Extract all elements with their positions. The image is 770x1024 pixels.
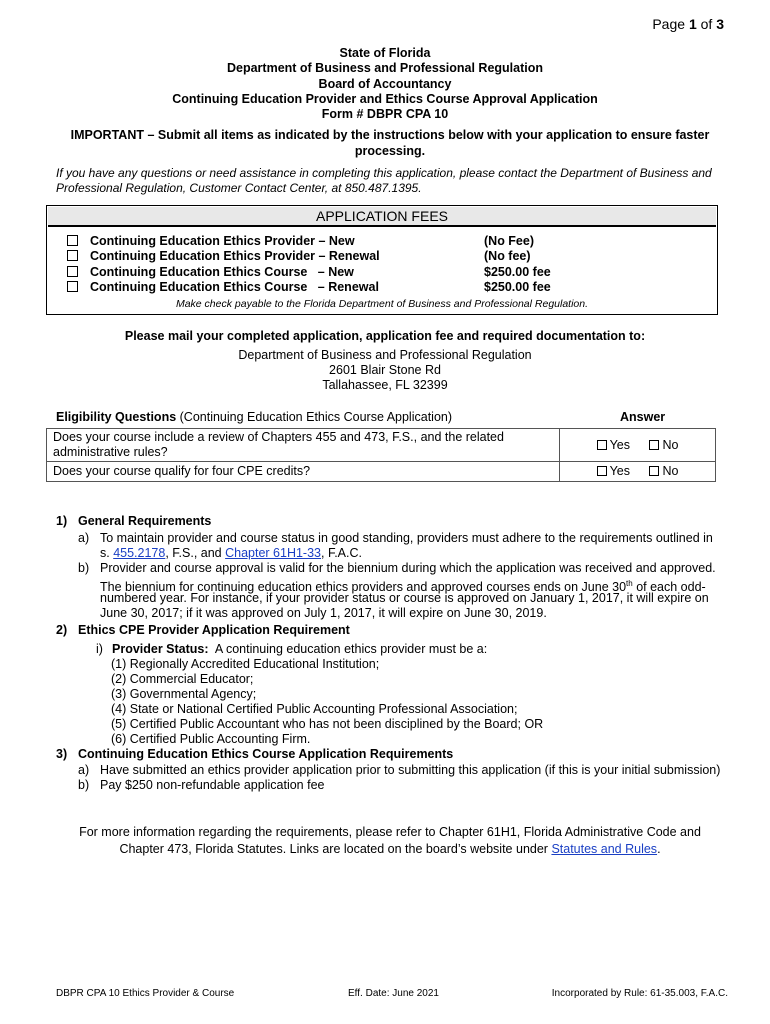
more-info-paragraph: For more information regarding the requirements, please refer to Chapter 61H1, Florida Administrative Code and Chapter 473, Florida Statutes. Links are located on the board’s website under Statutes and Rules. xyxy=(79,825,701,856)
checkbox[interactable] xyxy=(597,466,607,476)
footer-effective-date: Eff. Date: June 2021 xyxy=(348,988,439,999)
section1-b-line2: The biennium for continuing education ethics providers and approved courses ends on June 30th of each odd- xyxy=(100,579,706,595)
list-item: (3) Governmental Agency; xyxy=(111,687,257,701)
section1-number: 1) xyxy=(56,514,68,528)
section1-a-continued: s. 455.2178, F.S., and Chapter 61H1-33, F.A.C. xyxy=(100,546,362,560)
contact-info: If you have any questions or need assistance in completing this application, please contact the Department of Business and Professional Regulation, Customer Contact Center, at 850.487.1395. xyxy=(56,166,712,195)
header-form-title: Continuing Education Provider and Ethics Course Approval Application xyxy=(172,92,598,106)
header-form-number: Form # DBPR CPA 10 xyxy=(321,107,449,121)
list-item: (1) Regionally Accredited Educational Institution; xyxy=(111,657,380,671)
answer-cell xyxy=(560,462,716,482)
fee-row-course-renewal xyxy=(67,279,379,294)
section1-a-label: a) xyxy=(78,531,90,545)
section1-b-label: b) xyxy=(78,561,90,575)
section1-b-line4: June 30, 2017; if it was approved on July 1, 2017, it will expire on June 30, 2019. xyxy=(100,606,547,620)
eligibility-heading: Eligibility Questions (Continuing Education Ethics Course Application) xyxy=(56,410,453,424)
checkbox-provider-renewal[interactable] xyxy=(67,250,78,261)
eligibility-question: Does your course qualify for four CPE credits? xyxy=(47,462,560,482)
eligibility-question: Does your course include a review of Chapters 455 and 473, F.S., and the related administrative rules? xyxy=(47,429,560,462)
mail-address-line2: 2601 Blair Stone Rd xyxy=(329,363,441,377)
section1-b-line1: Provider and course approval is valid for the biennium during which the application was received and approved. xyxy=(100,561,716,575)
fees-title: APPLICATION FEES xyxy=(48,207,716,227)
answer-heading: Answer xyxy=(620,410,666,424)
answer-no-option[interactable]: No xyxy=(649,464,678,478)
chapter-61h1-33-link[interactable]: Chapter 61H1-33 xyxy=(225,546,322,560)
checkbox[interactable] xyxy=(649,440,659,450)
fee-row-provider-renewal xyxy=(67,248,380,263)
fee-row-provider-new xyxy=(67,233,355,248)
section2-provider-status: Provider Status: A continuing education ethics provider must be a: xyxy=(112,642,488,656)
list-item: (6) Certified Public Accounting Firm. xyxy=(111,732,311,746)
section3-a-text: Have submitted an ethics provider application prior to submitting this application (if this is your initial submission) xyxy=(100,763,721,777)
section3-title: Continuing Education Ethics Course Application Requirements xyxy=(78,747,454,761)
header-board: Board of Accountancy xyxy=(318,77,452,91)
fee-row-course-new xyxy=(67,264,354,279)
mail-address-line1: Department of Business and Professional Regulation xyxy=(238,348,532,362)
fee-label: Continuing Education Ethics Provider – New xyxy=(90,233,355,248)
checkbox[interactable] xyxy=(597,440,607,450)
eligibility-table xyxy=(46,428,716,482)
header-department: Department of Business and Professional Regulation xyxy=(226,61,544,75)
checkbox[interactable] xyxy=(649,466,659,476)
fee-label: Continuing Education Ethics Course – New xyxy=(90,264,354,279)
answer-yes-option[interactable]: Yes xyxy=(597,438,630,452)
list-item: (2) Commercial Educator; xyxy=(111,672,254,686)
fee-amount: $250.00 fee xyxy=(484,280,551,294)
fee-amount: (No fee) xyxy=(484,249,531,263)
checkbox-provider-new[interactable] xyxy=(67,235,78,246)
header-state: State of Florida xyxy=(339,46,431,60)
checkbox-course-renewal[interactable] xyxy=(67,281,78,292)
fee-label: Continuing Education Ethics Provider – Renewal xyxy=(90,248,380,263)
checkbox-course-new[interactable] xyxy=(67,266,78,277)
list-item: (4) State or National Certified Public Accounting Professional Association; xyxy=(111,702,518,716)
table-row xyxy=(47,429,716,462)
section1-title: General Requirements xyxy=(78,514,212,528)
section3-b-label: b) xyxy=(78,778,90,792)
fee-amount: $250.00 fee xyxy=(484,265,551,279)
fee-amount: (No Fee) xyxy=(484,234,534,248)
answer-yes-option[interactable]: Yes xyxy=(597,464,630,478)
answer-cell xyxy=(560,429,716,462)
section2-title: Ethics CPE Provider Application Requirement xyxy=(78,623,350,637)
fee-payment-note: Make check payable to the Florida Department of Business and Professional Regulation. xyxy=(175,298,589,310)
list-item: (5) Certified Public Accountant who has not been disciplined by the Board; OR xyxy=(111,717,544,731)
statute-455-link[interactable]: 455.2178 xyxy=(113,546,166,560)
mail-instructions: Please mail your completed application, application fee and required documentation to: xyxy=(124,329,646,343)
section1-a-text: To maintain provider and course status in good standing, providers must adhere to the requirements outlined in xyxy=(100,531,713,545)
section3-b-text: Pay $250 non-refundable application fee xyxy=(100,778,325,792)
section2-i-label: i) xyxy=(96,642,103,656)
footer-form-name: DBPR CPA 10 Ethics Provider & Course xyxy=(56,988,235,999)
fee-label: Continuing Education Ethics Course – Renewal xyxy=(90,279,379,294)
table-row xyxy=(47,462,716,482)
section3-a-label: a) xyxy=(78,763,90,777)
mail-address-line3: Tallahassee, FL 32399 xyxy=(322,378,448,392)
important-notice: IMPORTANT – Submit all items as indicated by the instructions below with your application to ensure faster processing. xyxy=(70,128,710,158)
page-number: Page 1 of 3 xyxy=(652,16,724,32)
section3-number: 3) xyxy=(56,747,68,761)
answer-no-option[interactable]: No xyxy=(649,438,678,452)
section1-b-line3: numbered year. For instance, if your provider status or course is approved on January 1, 2017, it will expire on xyxy=(100,591,709,605)
section2-number: 2) xyxy=(56,623,68,637)
footer-rule: Incorporated by Rule: 61-35.003, F.A.C. xyxy=(551,988,728,999)
statutes-and-rules-link[interactable]: Statutes and Rules xyxy=(551,842,658,856)
